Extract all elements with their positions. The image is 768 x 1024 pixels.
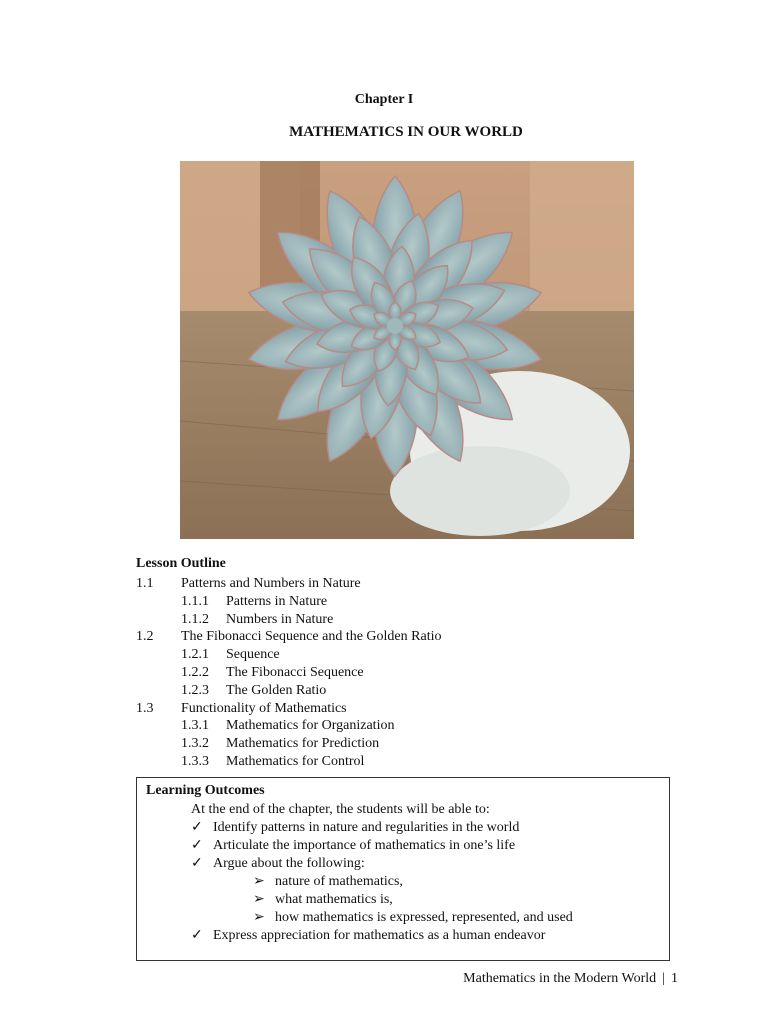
outline-item xyxy=(181,593,327,611)
outline-item xyxy=(181,611,333,629)
outline-item-number: 1.3.3 xyxy=(181,754,209,769)
learning-outcomes-box xyxy=(136,777,670,961)
outline-item xyxy=(181,646,280,664)
outcome-sub-item: ➢ how mathematics is expressed, represented, and used xyxy=(253,910,573,925)
outline-item-text: Mathematics for Prediction xyxy=(226,736,380,752)
outcome-item: ✓ Argue about the following: xyxy=(191,856,365,871)
footer-title: Mathematics in the Modern World xyxy=(463,971,657,986)
checkmark-icon: ✓ xyxy=(191,820,203,835)
outline-item-text: Mathematics for Organization xyxy=(226,718,395,734)
outline-item-text: Numbers in Nature xyxy=(226,611,334,627)
outcome-item: ✓ Express appreciation for mathematics as a human endeavor xyxy=(191,928,546,943)
arrow-bullet-icon: ➢ xyxy=(253,910,265,925)
outline-item xyxy=(181,735,379,753)
outline-item-text: Mathematics for Control xyxy=(226,754,365,769)
succulent-photo xyxy=(180,161,634,539)
outline-item-text: Sequence xyxy=(226,647,280,663)
outline-item-number: 1.2.3 xyxy=(181,682,209,698)
checkmark-icon: ✓ xyxy=(191,856,203,871)
outcome-item: ✓ Articulate the importance of mathematics in one’s life xyxy=(191,838,516,853)
outline-item-text: The Fibonacci Sequence xyxy=(226,665,364,680)
outcome-sub-item: ➢ nature of mathematics, xyxy=(253,874,403,889)
outline-item-text: Functionality of Mathematics xyxy=(181,700,347,716)
outline-item-text: The Golden Ratio xyxy=(226,682,327,698)
chapter-label: Chapter I xyxy=(354,92,414,107)
page-number: 1 xyxy=(671,971,678,986)
checkmark-icon: ✓ xyxy=(191,928,203,943)
outline-item xyxy=(181,664,364,682)
outline-item-number: 1.2.2 xyxy=(181,665,209,680)
outline-item-number: 1.2.1 xyxy=(181,647,209,663)
checkmark-icon: ✓ xyxy=(191,838,203,853)
outline-item xyxy=(136,700,347,718)
outline-item xyxy=(136,575,361,593)
footer-separator: | xyxy=(662,971,665,986)
outline-item-text: Patterns in Nature xyxy=(226,593,328,609)
outline-item-number: 1.3 xyxy=(136,700,154,716)
outline-item-number: 1.3.2 xyxy=(181,736,209,752)
outline-item-text: The Fibonacci Sequence and the Golden Ratio xyxy=(181,629,442,645)
learning-outcomes-heading: Learning Outcomes xyxy=(146,783,265,798)
page-footer xyxy=(463,971,678,987)
outline-item xyxy=(181,682,326,700)
arrow-bullet-icon: ➢ xyxy=(253,874,265,889)
learning-outcomes-intro: At the end of the chapter, the students will be able to: xyxy=(191,802,490,817)
lesson-outline-heading: Lesson Outline xyxy=(136,556,226,571)
outline-item xyxy=(136,628,441,646)
outline-item-number: 1.1 xyxy=(136,576,154,591)
outline-item xyxy=(181,753,364,771)
outline-item-number: 1.2 xyxy=(136,629,154,645)
outline-item xyxy=(181,717,394,735)
outline-item-number: 1.1.2 xyxy=(181,611,209,627)
chapter-title: MATHEMATICS IN OUR WORLD xyxy=(289,124,523,140)
outcome-sub-item: ➢ what mathematics is, xyxy=(253,892,393,907)
outline-item-text: Patterns and Numbers in Nature xyxy=(181,576,361,591)
outcome-item: ✓ Identify patterns in nature and regularities in the world xyxy=(191,820,520,835)
outline-item-number: 1.1.1 xyxy=(181,593,209,609)
arrow-bullet-icon: ➢ xyxy=(253,892,265,907)
outline-item-number: 1.3.1 xyxy=(181,718,209,734)
